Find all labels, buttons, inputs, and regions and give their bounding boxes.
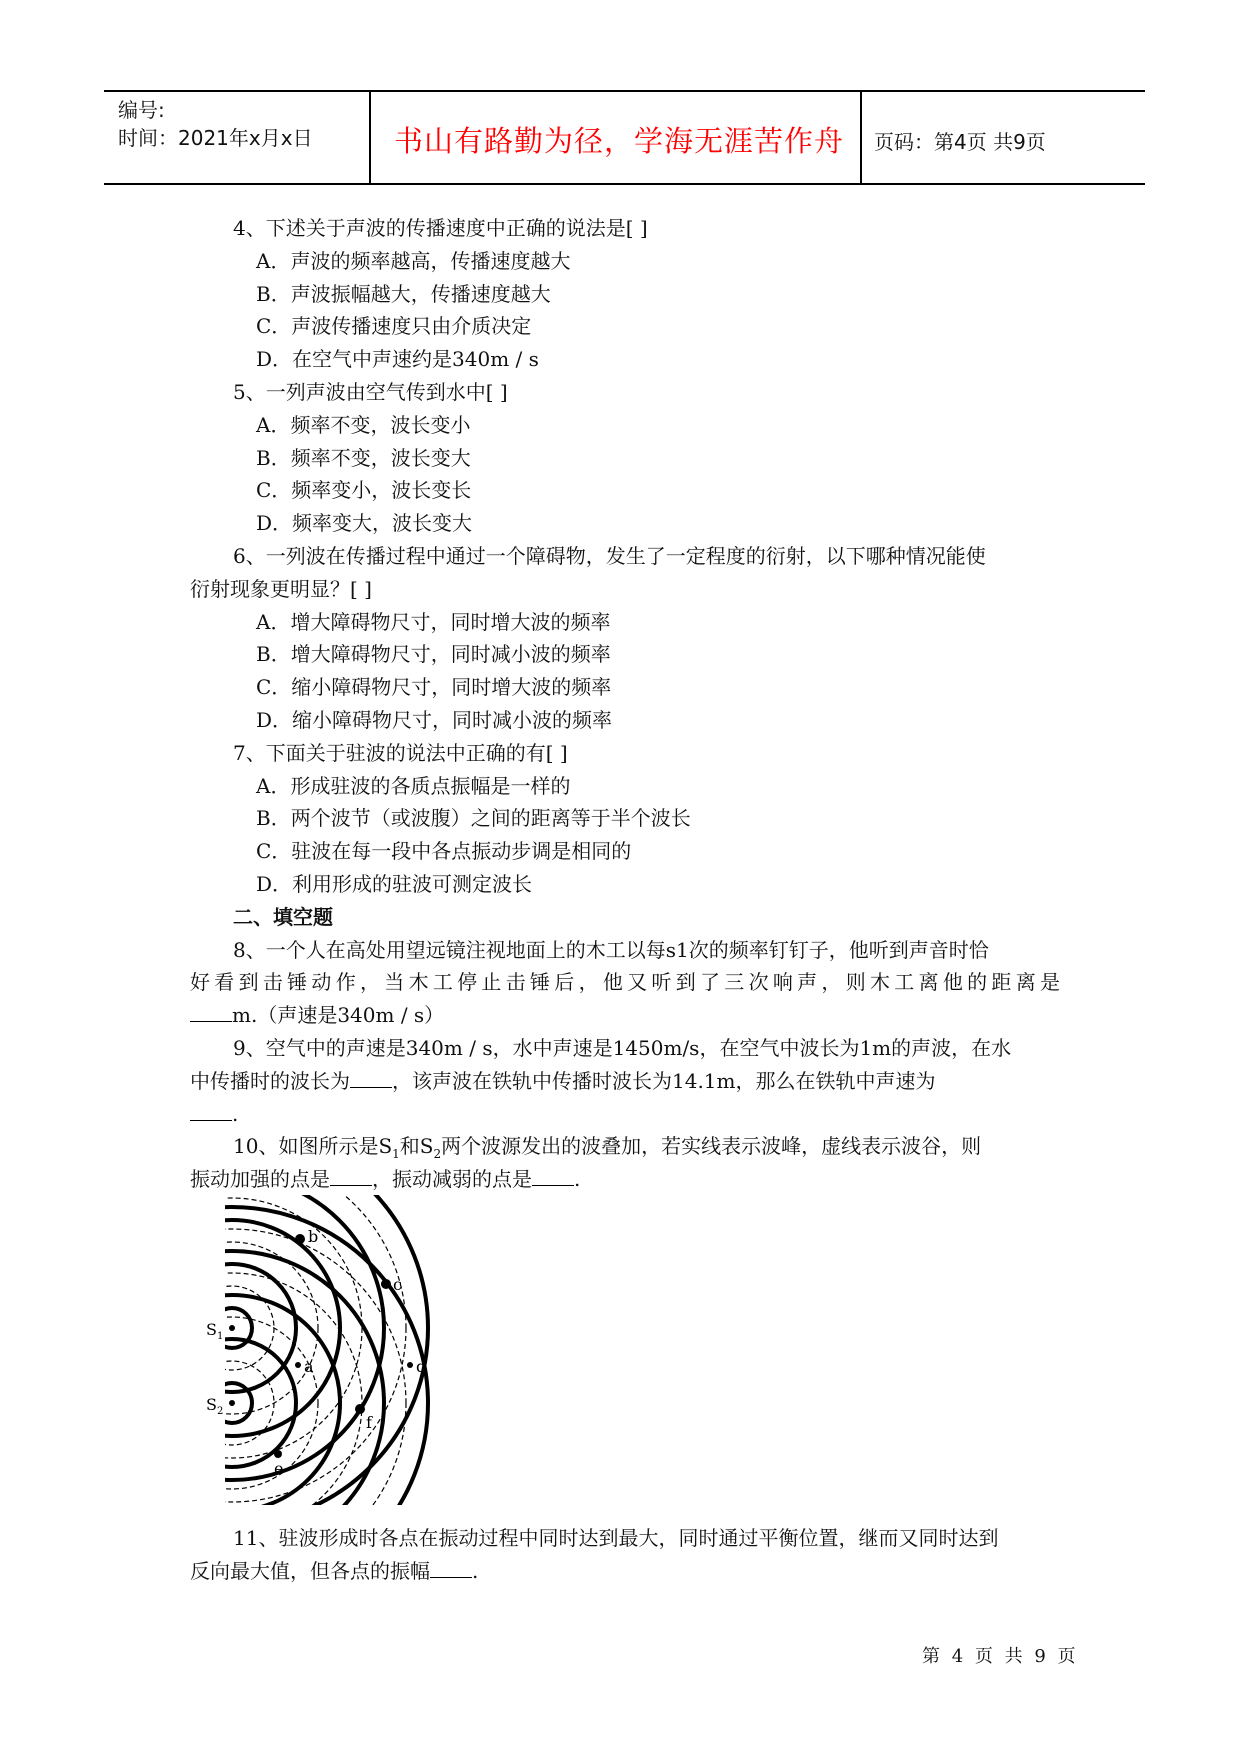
header-top-rule xyxy=(104,90,1145,92)
label-s2: $S_2$ xyxy=(206,1395,224,1417)
q11-line2: 反向最大值，但各点的振幅 . xyxy=(190,1559,479,1583)
motto: 书山有路勤为径，学海无涯苦作舟 xyxy=(394,124,845,158)
label-f: f xyxy=(366,1413,372,1432)
header-bottom-rule xyxy=(104,183,1145,185)
answer-blank[interactable] xyxy=(430,1559,472,1578)
label-c: c xyxy=(393,1275,402,1294)
option: D．频率变大，波长变大 xyxy=(256,511,473,535)
q8-line3: m.（声速是340m / s） xyxy=(190,1003,444,1027)
option: B．两个波节（或波腹）之间的距离等于半个波长 xyxy=(256,806,691,830)
q8-line2: 好看到击锤动作，当木工停止击锤后，他又听到了三次响声，则木工离他的距离是 xyxy=(190,970,1060,994)
option: B．增大障碍物尺寸，同时减小波的频率 xyxy=(256,642,611,666)
label-d: d xyxy=(416,1357,427,1376)
option: A．增大障碍物尺寸，同时增大波的频率 xyxy=(256,610,611,634)
label-a: a xyxy=(304,1357,314,1376)
page-footer: 第 4 页 共 9 页 xyxy=(922,1646,1076,1667)
option: A．声波的频率越高，传播速度越大 xyxy=(256,249,571,273)
option: C．频率变小，波长变长 xyxy=(256,478,472,502)
time-label: 时间：2021年x月x日 xyxy=(118,126,313,150)
s2-wavefronts xyxy=(200,1207,428,1510)
option: D．利用形成的驻波可测定波长 xyxy=(256,872,533,896)
label-b: b xyxy=(308,1227,319,1246)
answer-blank[interactable] xyxy=(190,1003,232,1022)
answer-blank[interactable] xyxy=(532,1167,574,1186)
option: A．频率不变，波长变小 xyxy=(256,413,471,437)
option: B．声波振幅越大，传播速度越大 xyxy=(256,282,551,306)
q10-line2: 振动加强的点是 ，振动减弱的点是 . xyxy=(190,1167,581,1191)
q11-line1: 11、驻波形成时各点在振动过程中同时达到最大，同时通过平衡位置，继而又同时达到 xyxy=(233,1526,999,1550)
header-divider xyxy=(860,90,862,184)
q9-line3: . xyxy=(190,1102,238,1126)
q8-line1: 8、一个人在高处用望远镜注视地面上的木工以每s1次的频率钉钉子，他听到声音时恰 xyxy=(233,938,989,962)
answer-blank[interactable] xyxy=(350,1069,392,1088)
page-label: 页码：第4页 共9页 xyxy=(874,130,1046,154)
option: B．频率不变，波长变大 xyxy=(256,446,471,470)
option: D．在空气中声速约是340m / s xyxy=(256,347,539,371)
wave-interference-figure xyxy=(200,1190,460,1510)
q9-line2: 中传播时的波长为 ，该声波在铁轨中传播时波长为14.1m，那么在铁轨中声速为 xyxy=(190,1069,936,1093)
number-label: 编号: xyxy=(118,98,165,122)
question-stem: 4、下述关于声波的传播速度中正确的说法是[ ] xyxy=(233,216,648,240)
option: D．缩小障碍物尺寸，同时减小波的频率 xyxy=(256,708,613,732)
question-stem: 7、下面关于驻波的说法中正确的有[ ] xyxy=(233,741,568,765)
label-s1: $S_1$ xyxy=(206,1320,224,1342)
answer-blank[interactable] xyxy=(190,1102,232,1121)
question-stem: 5、一列声波由空气传到水中[ ] xyxy=(233,380,508,404)
option: C．缩小障碍物尺寸，同时增大波的频率 xyxy=(256,675,612,699)
answer-blank[interactable] xyxy=(330,1167,372,1186)
option: A．形成驻波的各质点振幅是一样的 xyxy=(256,774,571,798)
section-heading: 二、填空题 xyxy=(233,905,333,929)
q10-line1: 10、如图所示是$S_1$和$S_2$两个波源发出的波叠加，若实线表示波峰，虚线表示波谷，则 xyxy=(233,1134,982,1161)
question-stem-cont: 衍射现象更明显？[ ] xyxy=(190,577,372,601)
label-e: e xyxy=(274,1459,284,1478)
question-stem: 6、一列波在传播过程中通过一个障碍物，发生了一定程度的衍射，以下哪种情况能使 xyxy=(233,544,986,568)
option: C．驻波在每一段中各点振动步调是相同的 xyxy=(256,839,632,863)
q9-line1: 9、空气中的声速是340m / s，水中声速是1450m/s，在空气中波长为1m的声波，在水 xyxy=(233,1036,1012,1060)
option: C．声波传播速度只由介质决定 xyxy=(256,314,532,338)
header-divider xyxy=(369,90,371,184)
